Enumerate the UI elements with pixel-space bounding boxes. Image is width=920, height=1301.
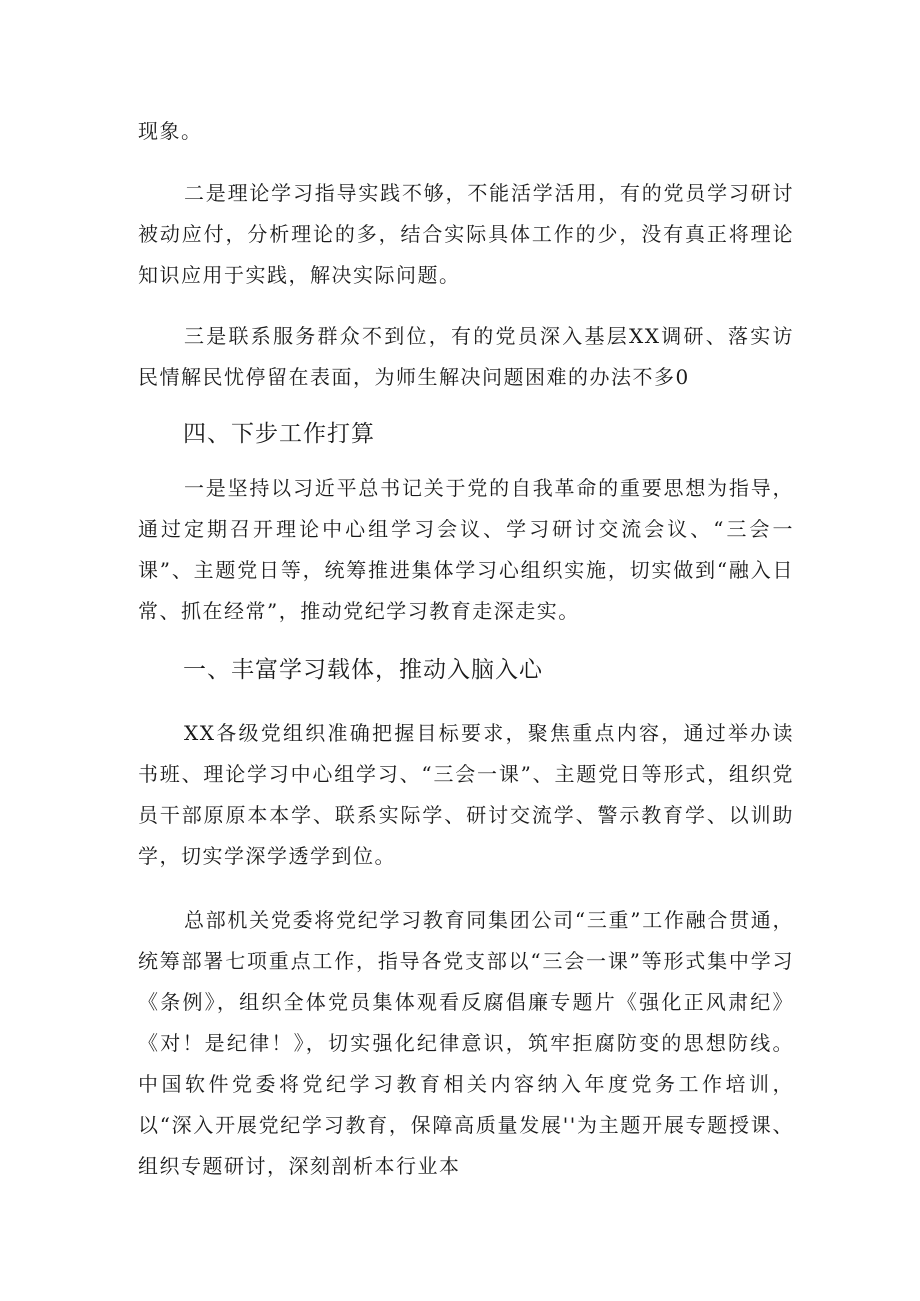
- section-heading-carrier: 一、丰富学习载体，推动入脑入心: [183, 657, 543, 683]
- paragraph-problem-2: 二是理论学习指导实践不够，不能活学活用，有的党员学习研讨被动应付，分析理论的多，结合实际具体工作的少，没有真正将理论知识应用于实践，解决实际问题。: [138, 181, 794, 287]
- paragraph-problem-3: 三是联系服务群众不到位，有的党员深入基层XX调研、落实访民情解民忧停留在表面，为师生解决问题困难的办法不多0: [138, 324, 794, 389]
- paragraph-carrier-2: 总部机关党委将党纪学习教育同集团公司“三重”工作融合贯通，统筹部署七项重点工作，指导各党支部以“三会一课”等形式集中学习《条例》，组织全体党员集体观看反腐倡廉专题片《强化正风肃纪》《对！是纪律！》，切实强化纪律意识，筑牢拒腐防变的思想防线。中国软件党委将党纪学习教育相关内容纳入年度党务工作培训，以“深入开展党纪学习教育，保障高质量发展''为主题开展专题授课、组织专题研讨，深刻剖析本行业本: [138, 908, 794, 1178]
- section-heading-plan: 四、下步工作打算: [183, 421, 375, 447]
- paragraph-carrier-1: XX各级党组织准确把握目标要求，聚焦重点内容，通过举办读书班、理论学习中心组学习、“三会一课”、主题党日等形式，组织党员干部原原本本学、联系实际学、研讨交流学、警示教育学、以训助学，切实学深学透学到位。: [138, 721, 794, 868]
- paragraph-plan-1: 一是坚持以习近平总书记关于党的自我革命的重要思想为指导，通过定期召开理论中心组学习会议、学习研讨交流会议、“三会一课”、主题党日等，统筹推进集体学习心组织实施，切实做到“融入日常、抓在经常”，推动党纪学习教育走深走实。: [138, 476, 794, 623]
- paragraph-continuation: 现象。: [138, 119, 203, 143]
